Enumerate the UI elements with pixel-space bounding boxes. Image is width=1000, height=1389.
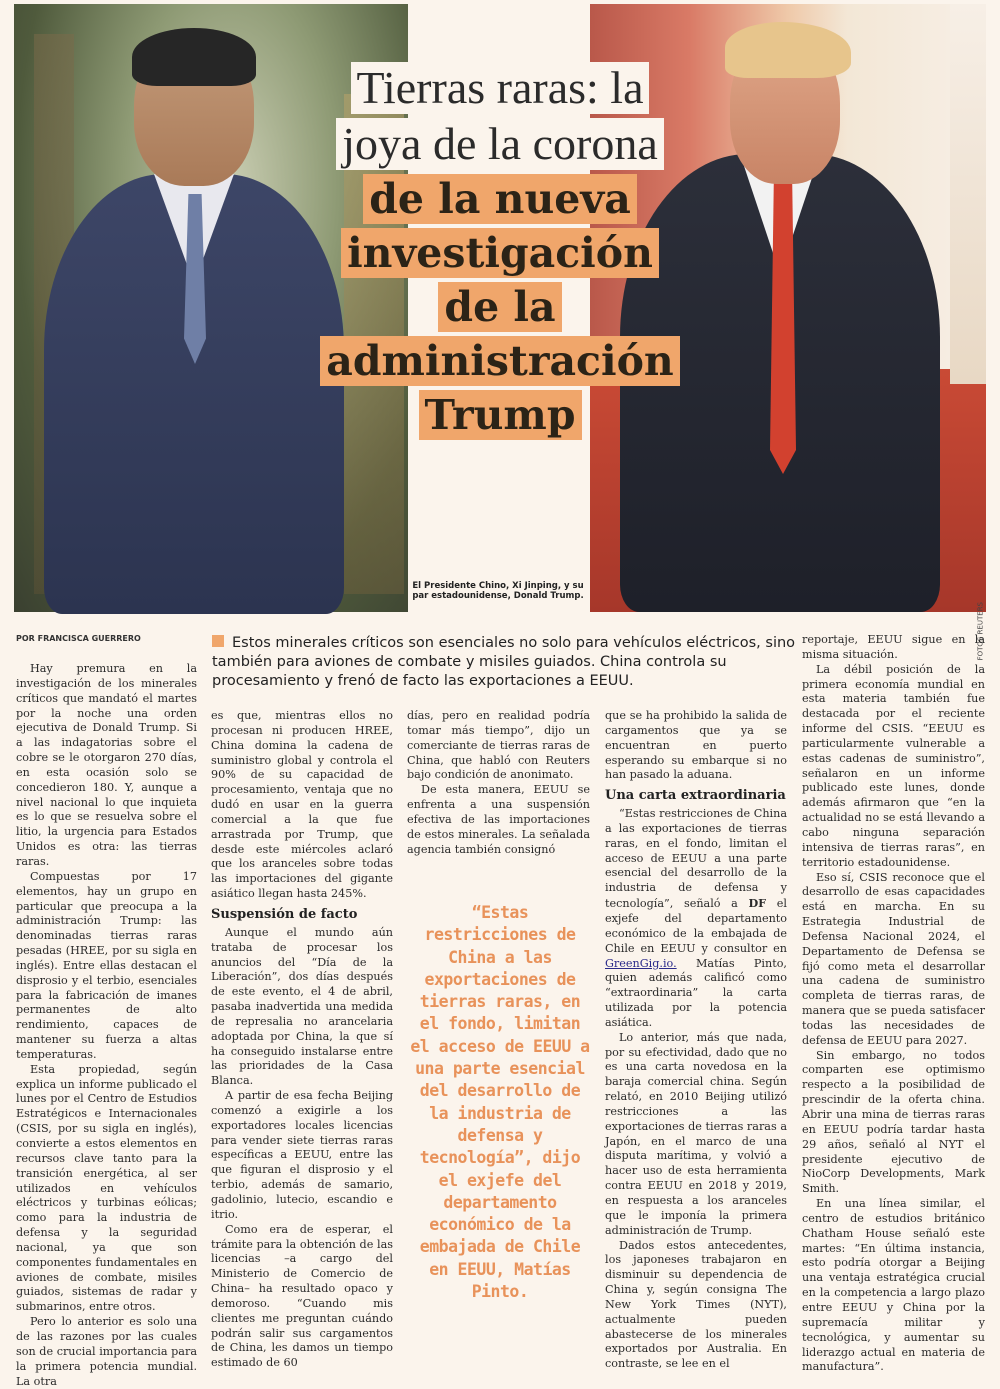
column-3: [407, 709, 590, 857]
paragraph: que se ha prohibido la salida de cargamentos que ya se encuentran en puerto esperando su embarque si no han pasado la aduana.: [605, 709, 787, 782]
column-4: [605, 709, 787, 1372]
paragraph: es que, mientras ellos no procesan ni producen HREE, China domina la cadena de suministro global y controla el 90% de su capacidad de procesamiento, ventaja que no dudó en usar en la guerra comercial a la que fue arrastrada por Trump, que desde este miércoles aclaró que los aranceles sobre todas las importaciones del gigante asiático llegan hasta 245%.: [211, 709, 393, 901]
subheading: Una carta extraordinaria: [605, 788, 786, 804]
paragraph: reportaje, EEUU sigue en la misma situación.: [802, 633, 985, 661]
paragraph: Sin embargo, no todos comparten ese optimismo respecto a la posibilidad de prescindir de la oferta china. Abrir una mina de tierras raras en EEUU podría tardar hasta 29 años, señaló al NYT el presidente ejecutivo de NioCorp Developments, Mark Smith.: [802, 1048, 985, 1196]
headline: [300, 60, 700, 442]
paragraph: A partir de esa fecha Beijing comenzó a exigirle a los exportadores locales licencias para vender siete tierras raras específicas a EEUU, entre las que figuran el disprosio y el terbio, además de samario, gadolinio, lutecio, escandio e itrio.: [211, 1089, 393, 1221]
column-5: [802, 633, 985, 1375]
lede: [212, 634, 797, 691]
paragraph: En una línea similar, el centro de estudios británico Chatham House señaló este martes: “En última instancia, esto podría otorgar a Beijing una ventaja estratégica crucial en la competencia a largo plazo entre EEUU y China por la supremacía militar y tecnológica, y aumentar su liderazgo actual en materia de manufactura”.: [802, 1197, 985, 1374]
paragraph: Eso sí, CSIS reconoce que el desarrollo de esas capacidades está en marcha. En su Estrategia Industrial de Defensa Nacional 2024, el Departamento de Defensa se fijó como meta el desarrollar una cadena de suministro completa de tierras raras, de manera que se pueda satisfacer todas las necesidades de defensa de EEUU para 2027.: [802, 870, 985, 1047]
headline-line: administración: [320, 336, 679, 386]
paragraph: [605, 807, 787, 1031]
lede-text: Estos minerales críticos son esenciales no solo para vehículos eléctricos, sino también para aviones de combate y misiles guiados. China controla su procesamiento y frenó de facto las exportaciones a EEUU.: [212, 635, 796, 689]
headline-line: joya de la corona: [336, 118, 663, 170]
text-run: Matías Pinto, quien además calificó como “extraordinaria” la carta utilizada por la potencia asiática.: [605, 956, 787, 1029]
paragraph: De esta manera, EEUU se enfrenta a una suspensión efectiva de las importaciones de estos minerales. La señalada agencia también consignó: [407, 783, 590, 856]
headline-line: de la nueva: [363, 174, 637, 224]
photo-caption: El Presidente Chino, Xi Jinping, y su par estadounidense, Donald Trump.: [412, 581, 584, 601]
paragraph: días, pero en realidad podría tomar más tiempo”, dijo un comerciante de tierras raras de China, que habló con Reuters bajo condición de anonimato.: [407, 709, 590, 782]
byline: POR FRANCISCA GUERRERO: [16, 634, 141, 643]
column-1: [16, 662, 197, 1389]
paragraph: Hay premura en la investigación de los minerales críticos que mandató el martes por la noche una orden ejecutiva de Donald Trump. Si a las indagatorias sobre el cobre se le otorgaron 270 días, en esta ocasión solo se concedieron 180. Y, aunque a nivel nacional lo que inquieta es lo que se resuelva sobre el litio, la urgencia para Estados Unidos es otra: las tierras raras.: [16, 662, 197, 868]
paragraph: La débil posición de la primera economía mundial en esta materia también fue destacada por el reciente informe del CSIS. “EEUU es particularmente vulnerable a estas cadenas de suministro”, señalaron en un informe publicado este lunes, donde además afirmaron que “en la actualidad no se está llevando a cabo ninguna separación intensiva de tierras raras”, en territorio estadounidense.: [802, 662, 985, 869]
lede-marker-icon: [212, 635, 224, 647]
greengig-link[interactable]: GreenGig.io.: [605, 956, 677, 970]
paragraph: Lo anterior, más que nada, por su efectividad, dado que no es una carta novedosa en la baraja comercial china. Según relató, en 2010 Beijing utilizó restricciones a las exportaciones de tierras raras a Japón, en el marco de una disputa marítima, y volvió a hacer uso de esta herramienta contra EEUU en 2018 y 2019, en respuesta a los aranceles que le imponía la primera administración de Trump.: [605, 1030, 787, 1237]
headline-line: investigación: [341, 228, 659, 278]
paragraph: Compuestas por 17 elementos, hay un grupo en particular que preocupa a la administración Trump: las denominadas tierras raras pesadas (HREE, por su sigla en inglés). Entre ellas destacan el disprosio y el terbio, esenciales para la fabricación de imanes permanentes de alto rendimiento, capaces de mantener su fuerza a altas temperaturas.: [16, 869, 197, 1061]
text-run: “Estas restricciones de China a las exportaciones de tierras raras, en el fondo, limitan el acceso de EEUU a una parte esencial del desarrollo de la industria de defensa y tecnología”, señaló a: [605, 807, 787, 911]
paragraph: Como era de esperar, el trámite para la obtención de las licencias –a cargo del Ministerio de Comercio de China– ha resultado opaco y demoroso. “Cuando mis clientes me preguntan cuándo podrán salir sus cargamentos de China, les damos un tiempo estimado de 60: [211, 1222, 393, 1370]
paragraph: Dados estos antecedentes, los japoneses trabajaron en disminuir su dependencia de China y, según consigna The New York Times (NYT), actualmente pueden abastecerse de los minerales exportados por Australia. En contraste, se lee en el: [605, 1238, 787, 1371]
pull-quote: “Estas restricciones de China a las exportaciones de tierras raras, en el fondo, limitan el acceso de EEUU a una parte esencial del desarrollo de la industria de defensa y tecnología”, dijo el exjefe del departamento económico de la embajada de Chile en EEUU, Matías Pinto.: [410, 903, 590, 1302]
paragraph: Pero lo anterior es solo una de las razones por las cuales son de crucial importancia para la primera potencia mundial. La otra: [16, 1315, 197, 1388]
headline-line: Tierras raras: la: [351, 62, 650, 114]
subheading: Suspensión de facto: [211, 906, 358, 922]
column-2: [211, 709, 393, 1371]
headline-line: Trump: [419, 390, 582, 440]
paragraph: Esta propiedad, según explica un informe publicado el lunes por el Centro de Estudios Estratégicos e Internacionales (CSIS, por su sigla en inglés), convierte a estos elementos en recursos clave tanto para la transición energética, al ser utilizados en vehículos eléctricos y turbinas eólicas; como para la industria de defensa y la seguridad nacional, ya que son componentes fundamentales en aviones de combate, misiles guiados, sistemas de radar y submarinos, entre otros.: [16, 1062, 197, 1314]
df-mention: DF: [748, 896, 767, 911]
text-run: el exjefe del departamento económico de la embajada de Chile en EEUU y consultor en: [605, 897, 787, 955]
paragraph: Aunque el mundo aún trataba de procesar los anuncios del “Día de la Liberación”, dos días después de este evento, el 4 de abril, pasaba inadvertida una medida de represalia no arancelaria adoptada por China, la que sí ha conseguido instalarse entre las prioridades de la Casa Blanca.: [211, 925, 393, 1088]
headline-line: de la: [438, 282, 561, 332]
photo-credit: FOTOS REUTERS: [976, 602, 984, 661]
